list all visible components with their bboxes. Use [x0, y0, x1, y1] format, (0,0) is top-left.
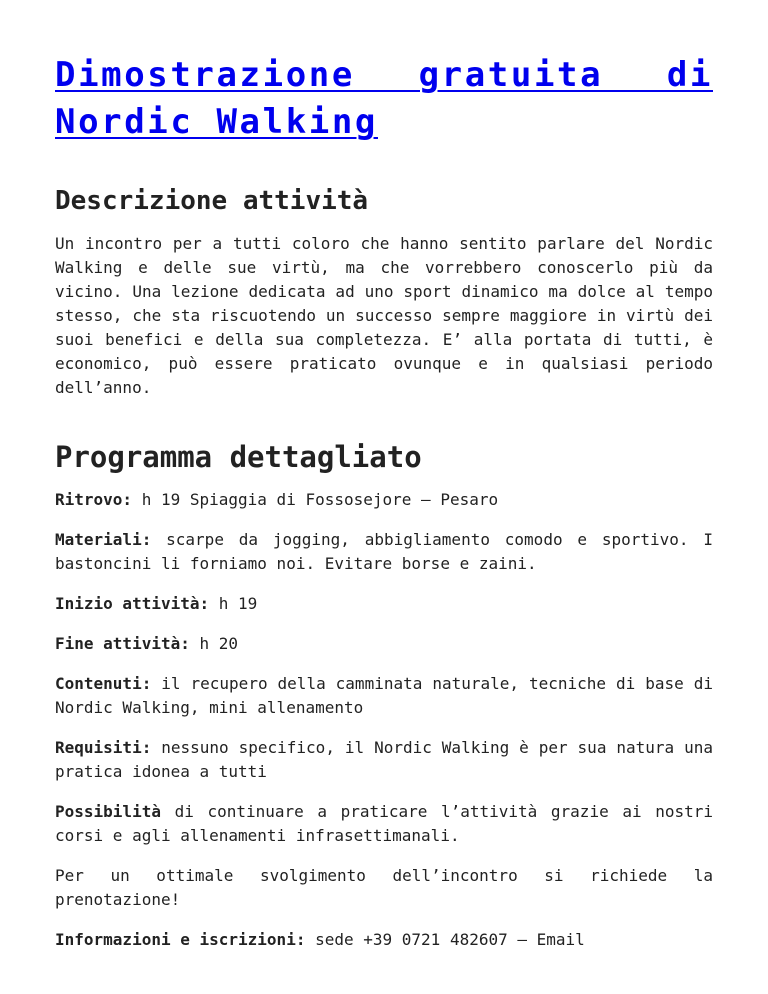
program-item-prenotazione: [55, 864, 713, 912]
description-text: Un incontro per a tutti coloro che hanno sentito parlare del Nordic Walking e delle sue virtù, ma che vorrebbero conoscerlo più da vicino. Una lezione dedicata ad uno sport dinamico ma dolce al tempo stesso, che sta riscuotendo un successo sempre maggiore in virtù dei suoi benefici e della sua completezza. E’ alla portata di tutti, è economico, può essere praticato ovunque e in qualsiasi periodo dell’anno.: [55, 234, 713, 397]
description-heading: Descrizione attività: [55, 186, 369, 216]
program-item-text: h 19 Spiaggia di Fossosejore – Pesaro: [132, 490, 499, 509]
program-item-text: Per un ottimale svolgimento dell’incontro si richiede la prenotazione!: [55, 866, 713, 909]
program-item-ritrovo: [55, 488, 713, 512]
program-item-label: Ritrovo:: [55, 490, 133, 509]
program-item-text: di continuare a praticare l’attività grazie ai nostri corsi e agli allenamenti infrasettimanali.: [55, 802, 713, 845]
program-item-text: h 19: [209, 594, 258, 613]
program-item-label: Requisiti:: [55, 738, 152, 757]
program-item-text: nessuno specifico, il Nordic Walking è per sua natura una pratica idonea a tutti: [55, 738, 713, 781]
program-item-label: Possibilità: [55, 802, 161, 821]
program-item-label: Fine attività:: [55, 634, 190, 653]
program-item-materiali: [55, 528, 713, 576]
program-item-inizio: [55, 592, 713, 616]
program-item-fine: [55, 632, 713, 656]
program-item-informazioni: [55, 928, 713, 952]
page-title: [55, 52, 713, 146]
program-item-contenuti: [55, 672, 713, 720]
program-item-label: Materiali:: [55, 530, 152, 549]
program-item-text: sede +39 0721 482607 – Email: [305, 930, 585, 949]
program-item-label: Contenuti:: [55, 674, 152, 693]
program-item-text: h 20: [189, 634, 239, 653]
program-heading: Programma dettagliato: [55, 440, 422, 474]
program-item-text: il recupero della camminata naturale, tecniche di base di Nordic Walking, mini allenamento: [55, 674, 713, 717]
program-item-label: Inizio attività:: [55, 594, 210, 613]
program-item-text: scarpe da jogging, abbigliamento comodo e sportivo. I bastoncini li forniamo noi. Evitare borse e zaini.: [55, 530, 713, 573]
title-link[interactable]: Dimostrazione gratuita di Nordic Walking: [55, 55, 713, 142]
program-item-label: Informazioni e iscrizioni:: [55, 930, 306, 949]
program-item-possibilita: [55, 800, 713, 848]
program-item-requisiti: [55, 736, 713, 784]
